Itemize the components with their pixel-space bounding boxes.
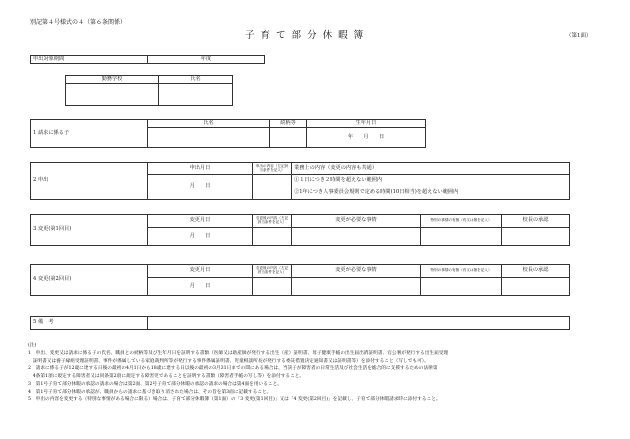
form-number: 別記第４号様式の４（第６条関係）	[30, 19, 127, 26]
change1-reason-header: 変更が必要な事情	[292, 215, 421, 228]
note-line: 5 申出の内容を変更する（特別な事情がある場合に限る）場合は、子育て部分休暇簿（第1面）の「3 変更(第1回目)」又は「4 変更(第2回目)」を記載し、子育て部分休暇請求時に添付すること。	[28, 397, 441, 403]
note-line: 4 第1号子育て部分休暇の承認が、職員からの請求に基づき取り消された場合は、その旨を第3面に記載すること。	[28, 389, 272, 395]
page-title: 子 育 て 部 分 休 暇 簿	[245, 30, 365, 41]
staff-table	[65, 75, 233, 106]
change2-reason-header: 変更が必要な事情	[292, 265, 421, 278]
change2-date-header: 変更月日	[148, 265, 253, 278]
child-table	[30, 119, 426, 148]
note-line: 2 請求に係る子が12歳に達する日後の最初の4月1日から18歳に達する日以後の最初の3月31日までの間にある場合は、当該子が障害者の日常生活及び社会生活を総合的に支援するための法律第	[28, 366, 438, 372]
period-value: 年度	[148, 56, 265, 64]
request-option-2: ②1年につき人事委員会規則で定める時間(10日相当)を超えない範囲内	[292, 187, 570, 200]
request-date-header: 申出月日	[148, 163, 253, 175]
change1-table	[30, 214, 570, 246]
child-relation-field[interactable]	[270, 128, 307, 148]
staff-school-header: 勤務学校	[66, 76, 159, 84]
child-name-header: 氏名	[148, 120, 270, 128]
change1-date-header: 変更月日	[148, 215, 253, 228]
remarks-table	[30, 316, 570, 330]
request-date-field[interactable]: 月 日	[148, 175, 253, 200]
change1-approval-header: 校長の承認	[502, 215, 570, 228]
child-name-field[interactable]	[148, 128, 270, 148]
change2-doc-field[interactable]	[421, 278, 502, 296]
request-content-header: 申出の内容（左記該当条件を記入）	[253, 163, 292, 175]
period-label: 申出対象期間	[31, 56, 148, 64]
remarks-field[interactable]	[148, 317, 570, 330]
change1-content-field[interactable]	[253, 228, 292, 246]
change1-date-field[interactable]: 月 日	[148, 228, 253, 246]
request-option-1: ①１日につき２時間を超えない範囲内	[292, 175, 570, 187]
remarks-label: 5 備 考	[31, 317, 148, 330]
request-section-label: 2 申出	[31, 163, 148, 200]
change2-approval-header: 校長の承認	[502, 265, 570, 278]
request-note-header: 業務上の内容（変更の内容も共通）	[292, 163, 570, 175]
change1-content-header: 変更後の内容（左記該当条件を記入）	[253, 215, 292, 228]
change1-reason-field[interactable]	[292, 228, 421, 246]
child-relation-header: 続柄等	[270, 120, 307, 128]
child-birth-field[interactable]: 年 月 日	[307, 128, 426, 148]
note-line: 証明書又は養子縁組受理証明書、事件が係属している家庭裁判所等が発行する事件係属証明書、児童相談所長が発行する委託措置決定通知書又は証明書等）を添付すること（写しでも可）。	[28, 358, 429, 364]
change2-reason-field[interactable]	[292, 278, 421, 296]
staff-name-header: 氏名	[159, 76, 233, 84]
change2-content-header: 変更後の内容（左記該当条件を記入）	[253, 265, 292, 278]
change1-approval-field[interactable]	[502, 228, 570, 246]
change2-doc-header: 特別の事情の有無（有又は無を記入）	[421, 265, 502, 278]
request-table	[30, 162, 570, 200]
note-line: 4条第1項に規定する障害者又は同条第2項に規定する障害児であることを証明する書類（障害者手帳の写し等）を添付すること。	[28, 374, 305, 379]
request-content-field[interactable]	[253, 175, 292, 200]
change1-doc-field[interactable]	[421, 228, 502, 246]
change2-approval-field[interactable]	[502, 278, 570, 296]
staff-name-field[interactable]	[159, 84, 233, 106]
period-table	[30, 55, 265, 64]
change2-section-label: 4 変更(第2回目)	[31, 265, 148, 296]
change2-table	[30, 264, 570, 296]
change2-date-field[interactable]: 月 日	[148, 278, 253, 296]
note-line: 1 申出、変更又は請求に係る子の氏名、職員との続柄等及び生年月日を証明する書類（医師又は助産師が発行する出生（産）証明書、母子健康手帳の出生届出済証明書、官公署が発行する出生届受理	[28, 350, 449, 356]
notes	[28, 342, 620, 404]
change2-content-field[interactable]	[253, 278, 292, 296]
note-line: 3 第1号子育て部分休暇の承認の請求の場合は第2面、第2号子育て部分休暇の承認の請求の場合は第4面を用いること。	[28, 381, 282, 387]
page-indicator: （第1面）	[566, 33, 592, 39]
staff-school-field[interactable]	[66, 84, 159, 106]
child-section-label: 1 請求に係る子	[31, 120, 148, 148]
change1-section-label: 3 変更(第1回目)	[31, 215, 148, 246]
child-birth-header: 生年月日	[307, 120, 426, 128]
change1-doc-header: 特別の事情の有無（有又は無を記入）	[421, 215, 502, 228]
notes-heading: (注)	[28, 343, 37, 348]
